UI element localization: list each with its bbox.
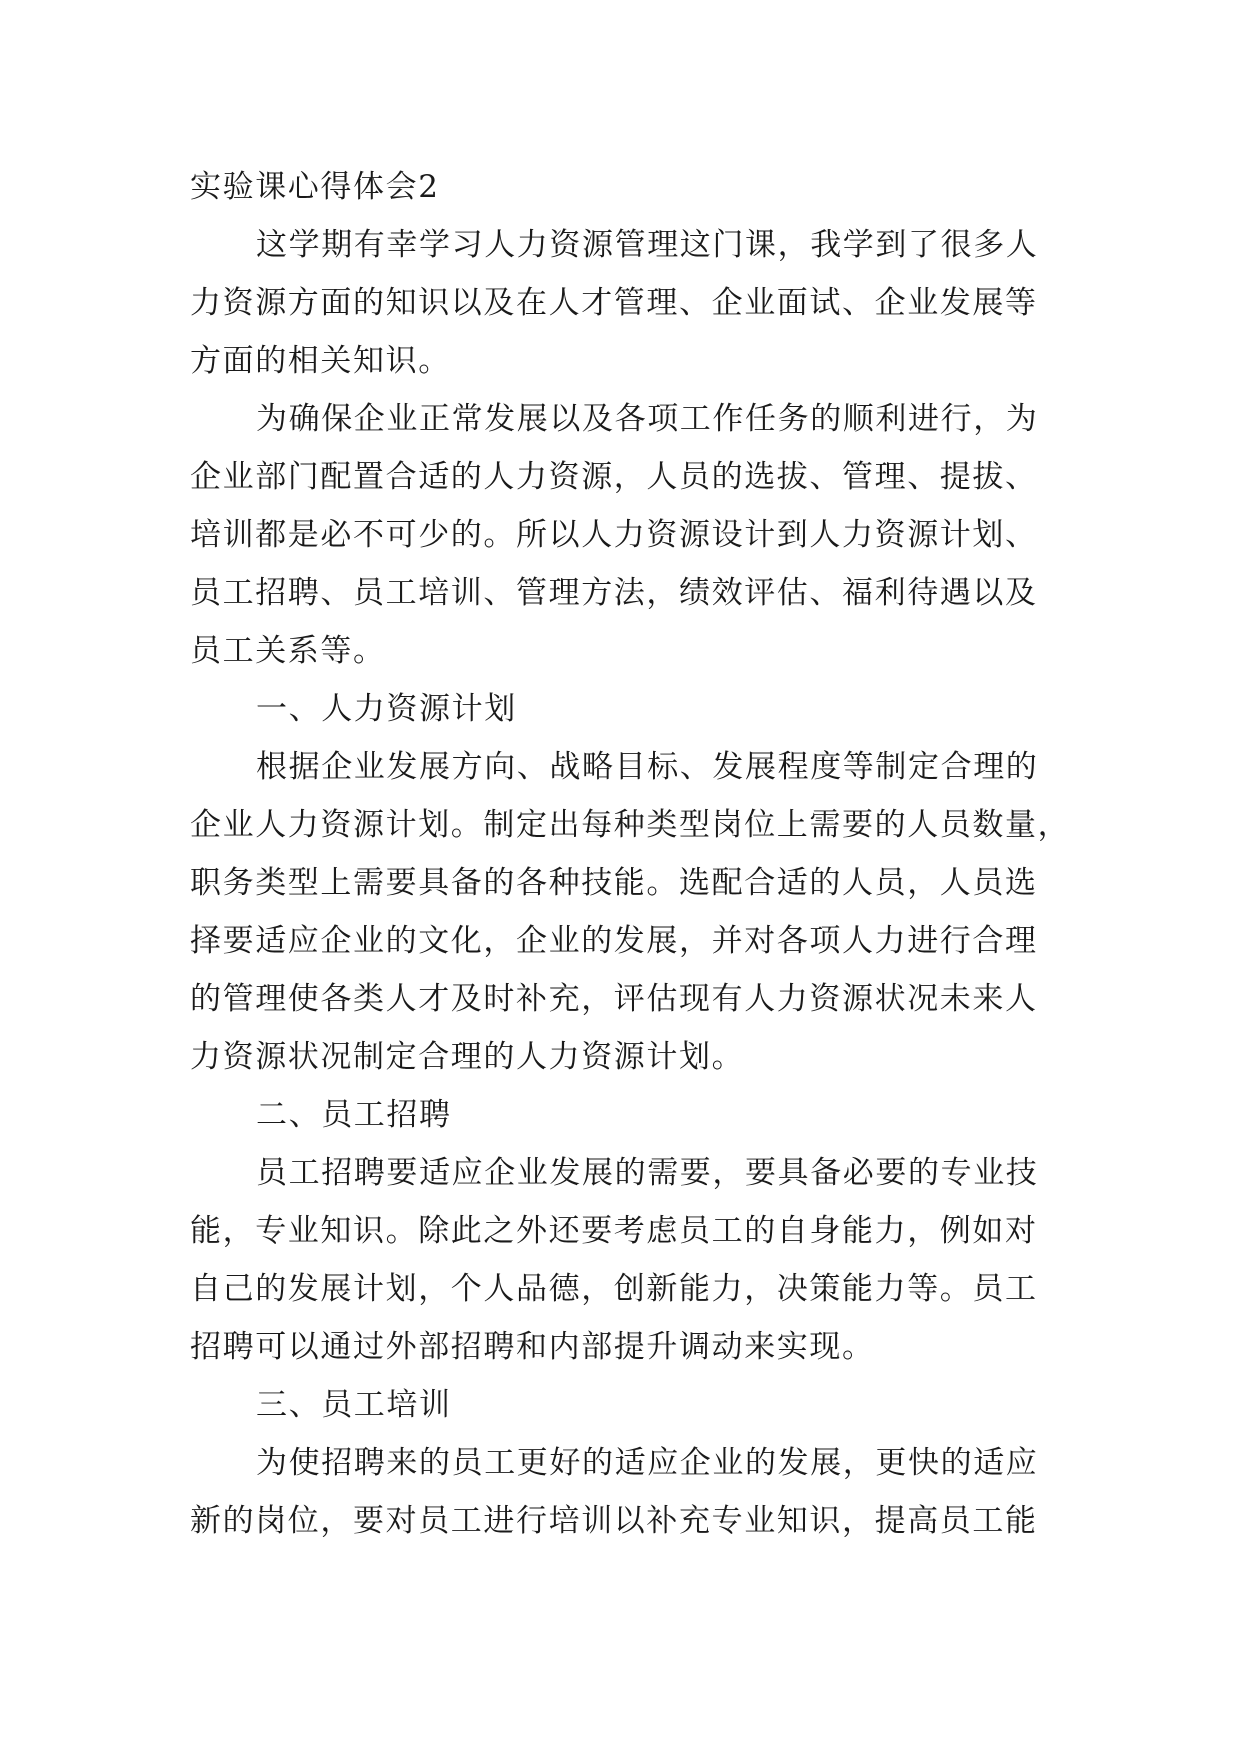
text-line: 自己的发展计划，个人品德，创新能力，决策能力等。员工 bbox=[190, 1271, 1038, 1307]
text-line: 企业人力资源计划。制定出每种类型岗位上需要的人员数量， bbox=[190, 807, 1071, 843]
document-title: 实验课心得体会2 bbox=[190, 169, 440, 205]
text-line: 根据企业发展方向、战略目标、发展程度等制定合理的 bbox=[256, 749, 1039, 785]
text-line: 三、员工培训 bbox=[256, 1387, 452, 1423]
text-line: 员工招聘、员工培训、管理方法，绩效评估、福利待遇以及 bbox=[190, 575, 1038, 611]
text-line: 企业部门配置合适的人力资源，人员的选拔、管理、提拔、 bbox=[190, 459, 1038, 495]
text-line: 为使招聘来的员工更好的适应企业的发展，更快的适应 bbox=[256, 1445, 1039, 1481]
text-line: 员工关系等。 bbox=[190, 633, 386, 669]
text-line: 为确保企业正常发展以及各项工作任务的顺利进行，为 bbox=[256, 401, 1039, 437]
text-line: 一、人力资源计划 bbox=[256, 691, 517, 727]
text-line: 能，专业知识。除此之外还要考虑员工的自身能力，例如对 bbox=[190, 1213, 1038, 1249]
document-body bbox=[190, 158, 1071, 1550]
text-line: 职务类型上需要具备的各种技能。选配合适的人员，人员选 bbox=[190, 865, 1038, 901]
text-line: 招聘可以通过外部招聘和内部提升调动来实现。 bbox=[190, 1329, 875, 1365]
text-line: 择要适应企业的文化，企业的发展，并对各项人力进行合理 bbox=[190, 923, 1038, 959]
text-line: 二、员工招聘 bbox=[256, 1097, 452, 1133]
text-line: 力资源方面的知识以及在人才管理、企业面试、企业发展等 bbox=[190, 285, 1038, 321]
text-line: 方面的相关知识。 bbox=[190, 343, 451, 379]
text-line: 员工招聘要适应企业发展的需要，要具备必要的专业技 bbox=[256, 1155, 1039, 1191]
text-line: 力资源状况制定合理的人力资源计划。 bbox=[190, 1039, 745, 1075]
text-line: 新的岗位，要对员工进行培训以补充专业知识，提高员工能 bbox=[190, 1503, 1038, 1539]
text-line: 的管理使各类人才及时补充，评估现有人力资源状况未来人 bbox=[190, 981, 1038, 1017]
text-line: 培训都是必不可少的。所以人力资源设计到人力资源计划、 bbox=[190, 517, 1038, 553]
text-line: 这学期有幸学习人力资源管理这门课，我学到了很多人 bbox=[256, 227, 1039, 263]
